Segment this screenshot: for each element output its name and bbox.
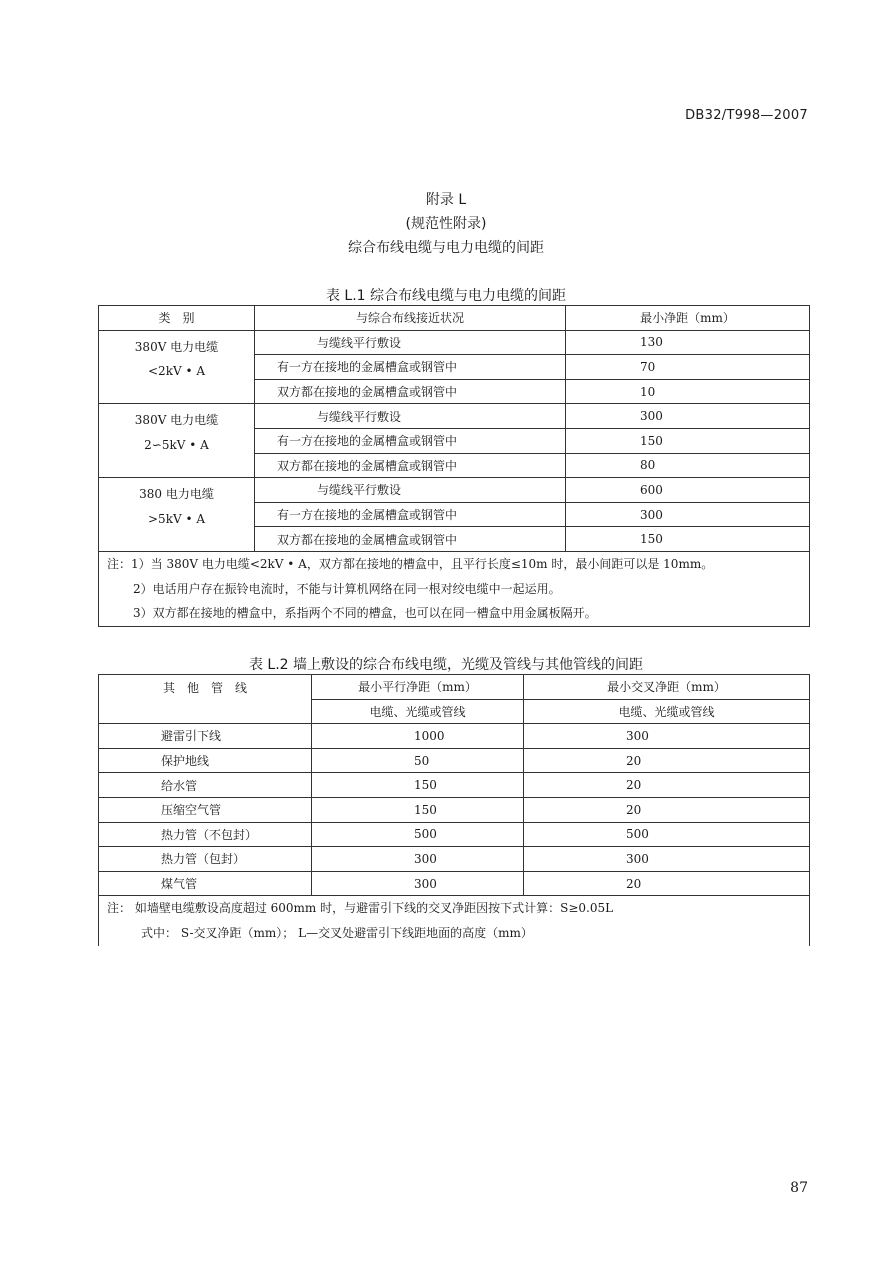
condition-cell: 双方都在接地的金属槽盒或钢管中 [255,379,566,404]
distance-cell: 150 [566,428,810,453]
table2-notes [99,896,810,946]
table-l2 [98,674,810,946]
condition-cell: 双方都在接地的金属槽盒或钢管中 [255,453,566,478]
table-row [99,871,810,896]
cross-distance-cell: 20 [524,797,810,822]
pipe-name-cell: 煤气管 [99,871,312,896]
condition-cell: 双方都在接地的金属槽盒或钢管中 [255,527,566,552]
parallel-distance-cell: 50 [312,748,524,773]
table-row [99,797,810,822]
condition-cell: 有一方在接地的金属槽盒或钢管中 [255,355,566,380]
cross-distance-cell: 300 [524,724,810,749]
table-row [99,773,810,798]
distance-cell: 130 [566,330,810,355]
pipe-name-cell: 避雷引下线 [99,724,312,749]
page-number: 87 [790,1180,808,1196]
category-line-2: <2kV • A [148,364,205,379]
parallel-distance-cell: 500 [312,822,524,847]
pipe-name-cell: 保护地线 [99,748,312,773]
table2-subheader-cross: 电缆、光缆或管线 [524,699,810,724]
table-l1 [98,305,810,627]
table2-notes-row [99,896,810,946]
table-row [99,404,810,429]
cross-distance-cell: 20 [524,773,810,798]
distance-cell: 600 [566,478,810,503]
table1-header-category: 类 别 [99,306,255,331]
table1-notes [99,551,810,626]
table2-caption: 表 L.2 墙上敷设的综合布线电缆，光缆及管线与其他管线的间距 [248,657,644,673]
condition-cell: 与缆线平行敷设 [255,404,566,429]
pipe-name-cell: 压缩空气管 [99,797,312,822]
table1-category-cell [99,478,255,552]
distance-cell: 80 [566,453,810,478]
condition-cell: 有一方在接地的金属槽盒或钢管中 [255,428,566,453]
distance-cell: 300 [566,404,810,429]
table1-caption: 表 L.1 综合布线电缆与电力电缆的间距 [325,288,567,304]
table1-category-cell [99,404,255,478]
table-row [99,478,810,503]
note-2: 式中： S-交叉净距（mm）； L—交叉处避雷引下线距地面的高度（mm） [141,925,533,940]
distance-cell: 10 [566,379,810,404]
pipe-name-cell: 热力管（包封） [99,847,312,872]
condition-cell: 与缆线平行敷设 [255,478,566,503]
category-line-1: 380V 电力电缆 [134,339,219,354]
table-row [99,724,810,749]
parallel-distance-cell: 150 [312,773,524,798]
table1-header-condition: 与综合布线接近状况 [255,306,566,331]
pipe-name-cell: 热力管（不包封） [99,822,312,847]
table1-notes-row [99,551,810,626]
distance-cell: 70 [566,355,810,380]
table-row [99,748,810,773]
cross-distance-cell: 500 [524,822,810,847]
table1-header-distance: 最小净距（mm） [566,306,810,331]
parallel-distance-cell: 300 [312,871,524,896]
parallel-distance-cell: 300 [312,847,524,872]
category-line-2: >5kV • A [148,511,205,526]
table-row [99,330,810,355]
appendix-title: 附录 L [425,192,467,208]
condition-cell: 与缆线平行敷设 [255,330,566,355]
table-row [99,847,810,872]
distance-cell: 150 [566,527,810,552]
standard-number: DB32/T998—2007 [685,108,808,123]
table2-header-parallel: 最小平行净距（mm） [312,675,524,700]
note-2: 2）电话用户存在振铃电流时，不能与计算机网络在同一根对绞电缆中一起运用。 [133,581,561,596]
table1-category-cell [99,330,255,404]
note-1: 注：1）当 380V 电力电缆<2kV • A，双方都在接地的槽盒中，且平行长度≤10m 时，最小间距可以是 10mm。 [107,556,714,571]
appendix-subject: 综合布线电缆与电力电缆的间距 [348,240,544,256]
parallel-distance-cell: 150 [312,797,524,822]
category-line-1: 380 电力电缆 [139,487,214,502]
table2-header-other-pipes: 其 他 管 线 [99,675,312,724]
cross-distance-cell: 20 [524,871,810,896]
note-3: 3）双方都在接地的槽盒中，系指两个不同的槽盒，也可以在同一槽盒中用金属板隔开。 [133,606,597,621]
note-1: 注： 如墙壁电缆敷设高度超过 600mm 时，与避雷引下线的交叉净距因按下式计算：S≥0.05L [107,901,614,916]
category-line-2: 2∽5kV • A [144,437,209,452]
appendix-type: (规范性附录) [405,216,487,232]
table2-header-cross: 最小交叉净距（mm） [524,675,810,700]
table2-header-row [99,675,810,700]
pipe-name-cell: 给水管 [99,773,312,798]
cross-distance-cell: 20 [524,748,810,773]
parallel-distance-cell: 1000 [312,724,524,749]
table-row [99,822,810,847]
distance-cell: 300 [566,502,810,527]
condition-cell: 有一方在接地的金属槽盒或钢管中 [255,502,566,527]
category-line-1: 380V 电力电缆 [134,413,219,428]
table2-subheader-parallel: 电缆、光缆或管线 [312,699,524,724]
table1-header-row [99,306,810,331]
cross-distance-cell: 300 [524,847,810,872]
